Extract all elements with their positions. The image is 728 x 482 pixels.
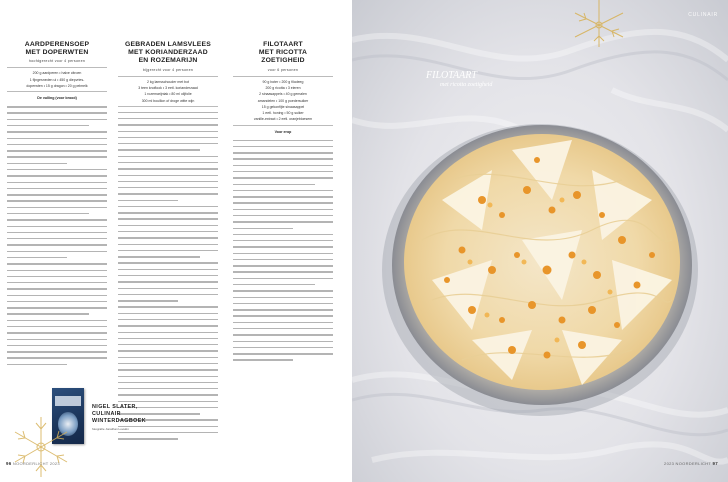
- text-line: [118, 288, 218, 289]
- book-title-line: WINTERDAGBOEK: [92, 418, 147, 424]
- text-line: [7, 345, 107, 346]
- text-line: [233, 171, 333, 172]
- text-line: [118, 376, 218, 377]
- text-line: [233, 221, 333, 222]
- text-line: [233, 140, 333, 141]
- text-line: [7, 144, 107, 145]
- text-line: [233, 271, 333, 272]
- text-line: [233, 309, 333, 310]
- recipe-title-line: AARDPERENSOEP: [24, 41, 90, 48]
- ingredient-line: 1 fijngesneden ui • 450 g diepvries-: [29, 77, 85, 82]
- page-folio-right: [664, 461, 718, 466]
- text-line: [233, 190, 333, 191]
- text-line: [7, 295, 107, 296]
- recipe-title-line: MET RICOTTA: [258, 49, 308, 57]
- text-line: [118, 237, 218, 238]
- text-line: [233, 328, 333, 329]
- text-line: [7, 106, 107, 107]
- ingredient-list: [7, 67, 107, 92]
- recipe-title-line: MET DOPERWTEN: [25, 49, 89, 57]
- text-line: [118, 262, 218, 263]
- text-line: [7, 188, 107, 189]
- text-line: [233, 146, 333, 147]
- text-line: [233, 158, 333, 159]
- folio-label: NOORDERLICHT 2023: [12, 461, 60, 466]
- text-line: [7, 194, 107, 195]
- ingredient-line: 3 teen knoflook • 3 eetl. korianderzaad: [138, 85, 198, 90]
- text-line: [118, 369, 218, 370]
- text-line: [118, 319, 218, 320]
- text-line: [233, 297, 333, 298]
- ingredient-line: amandelen • 100 g poedersuiker: [257, 98, 309, 103]
- text-line: [118, 325, 218, 326]
- text-line: [233, 290, 333, 291]
- text-line: [233, 259, 333, 260]
- text-line: [118, 281, 218, 282]
- text-line: [7, 238, 107, 239]
- text-line: [118, 181, 218, 182]
- recipe-title-line: EN ROZEMARIJN: [138, 57, 198, 65]
- text-line: [7, 219, 107, 220]
- text-line: [118, 344, 218, 345]
- text-line: [118, 363, 218, 364]
- text-line: [7, 125, 89, 126]
- text-line: [118, 206, 218, 207]
- text-line: [118, 212, 218, 213]
- text-line: [7, 282, 107, 283]
- photo-caption: [426, 70, 546, 89]
- text-line: [118, 250, 218, 251]
- text-line: [7, 244, 107, 245]
- page-folio-left: [6, 461, 60, 466]
- text-line: [7, 112, 107, 113]
- text-line: [233, 240, 333, 241]
- text-line: [118, 300, 178, 301]
- book-info: [92, 404, 192, 431]
- text-line: [118, 350, 218, 351]
- snowflake-icon: [6, 412, 76, 482]
- text-line: [7, 332, 107, 333]
- text-line: [7, 364, 67, 365]
- ingredient-list: [118, 76, 218, 107]
- text-line: [118, 269, 218, 270]
- text-line: [7, 288, 107, 289]
- text-line: [7, 207, 107, 208]
- text-line: [7, 232, 107, 233]
- text-line: [233, 202, 333, 203]
- text-line: [118, 168, 218, 169]
- text-line: [118, 294, 218, 295]
- text-line: [233, 184, 315, 185]
- recipe-column-1: [7, 41, 107, 365]
- text-line: [118, 200, 178, 201]
- book-subtitle: fotografie Jonathan Lovekin: [92, 427, 129, 431]
- text-line: [233, 334, 333, 335]
- ingredient-line: doperwten • 15 g dragon • 20 g pelmelk: [26, 84, 88, 88]
- text-line: [233, 353, 333, 354]
- caption-subtitle: met ricotta zoetigheid: [440, 82, 493, 88]
- text-line: [7, 357, 107, 358]
- page-number: 97: [712, 461, 718, 466]
- text-line: [7, 200, 107, 201]
- recipe-title: [7, 41, 107, 57]
- text-line: [7, 270, 107, 271]
- recipe-title-line: GEBRADEN LAMSVLEES: [125, 41, 211, 48]
- ingredient-line: 200 g ricotta • 3 eieren: [265, 85, 301, 90]
- text-line: [118, 175, 218, 176]
- recipe-title: [233, 41, 333, 66]
- text-line: [233, 152, 333, 153]
- text-line: [118, 187, 218, 188]
- text-line: [7, 326, 107, 327]
- text-line: [7, 138, 107, 139]
- body-text-block: [7, 106, 107, 365]
- ingredient-line: 2 kg lamsschouder met bot: [146, 79, 190, 84]
- text-line: [118, 275, 218, 276]
- text-line: [7, 263, 107, 264]
- body-text-block: [233, 140, 333, 361]
- text-line: [7, 257, 67, 258]
- text-line: [7, 150, 107, 151]
- book-title-line: NIGEL SLATER,: [92, 404, 138, 410]
- text-line: [7, 313, 89, 314]
- text-line: [7, 226, 107, 227]
- text-line: [233, 322, 333, 323]
- recipe-column-3: [233, 41, 333, 361]
- text-line: [7, 307, 107, 308]
- text-line: [233, 228, 293, 229]
- text-line: [7, 351, 107, 352]
- text-line: [7, 182, 107, 183]
- text-line: [118, 137, 218, 138]
- text-line: [233, 303, 333, 304]
- book-title-line: CULINAIR: [92, 411, 121, 417]
- recipe-title-line: MET KORIANDERZAAD: [128, 49, 208, 57]
- text-line: [118, 218, 218, 219]
- text-line: [233, 246, 333, 247]
- text-line: [233, 165, 333, 166]
- text-line: [118, 118, 218, 119]
- section-label: CULINAIR: [688, 12, 718, 18]
- text-line: [233, 209, 333, 210]
- ingredient-line: 200 g aardperen • halve citroen: [32, 71, 82, 76]
- text-line: [7, 119, 107, 120]
- text-line: [7, 301, 107, 302]
- text-line: [118, 193, 218, 194]
- text-line: [233, 215, 333, 216]
- text-line: [118, 225, 218, 226]
- ingredient-line: 90 g boter • 200 g filodeeg: [262, 79, 304, 84]
- ingredient-line: 1 eetl. honing • 50 g suiker: [262, 111, 304, 116]
- text-line: [7, 276, 107, 277]
- recipe-serves: bijgerecht voor 4 personen: [142, 67, 194, 72]
- text-line: [118, 131, 218, 132]
- text-line: [7, 131, 107, 132]
- text-line: [7, 339, 107, 340]
- recipe-subhead: Voor erop: [274, 129, 292, 134]
- left-page: [0, 0, 352, 482]
- ingredient-line: 300 ml bouillon of droge witte wijn: [141, 98, 195, 103]
- caption-title: FILOTAART: [426, 70, 477, 81]
- text-line: [233, 253, 333, 254]
- folio-label: 2023 NOORDERLICHT: [664, 461, 712, 466]
- ingredient-line: 15 g gekonfijte sinaasappel: [261, 104, 305, 109]
- right-page-photo: [352, 0, 728, 482]
- text-line: [118, 231, 218, 232]
- text-line: [118, 313, 218, 314]
- recipe-title-line: FILOTAART: [263, 41, 303, 48]
- text-line: [118, 256, 200, 257]
- recipe-title-line: ZOETIGHEID: [261, 57, 305, 65]
- text-line: [118, 124, 218, 125]
- recipe-column-2: [118, 41, 218, 440]
- recipe-subhead: De vulling (voor brood): [37, 96, 77, 101]
- text-line: [7, 251, 107, 252]
- book-cover-band: [55, 396, 81, 406]
- text-line: [7, 169, 107, 170]
- ingredient-line: vanille-extract • 2 eetl. oranjebloesem: [253, 117, 313, 122]
- text-line: [233, 284, 315, 285]
- text-line: [118, 306, 218, 307]
- text-line: [118, 162, 218, 163]
- text-line: [7, 163, 67, 164]
- ingredient-line: 2 sinaasappels • 40 g gemalen: [259, 92, 307, 97]
- text-line: [118, 112, 218, 113]
- text-line: [118, 338, 218, 339]
- text-line: [7, 175, 107, 176]
- text-line: [118, 382, 218, 383]
- text-line: [118, 357, 218, 358]
- text-line: [118, 156, 218, 157]
- text-line: [233, 265, 333, 266]
- page-number: 96: [6, 461, 12, 466]
- text-line: [118, 332, 218, 333]
- text-line: [233, 177, 333, 178]
- text-line: [233, 347, 333, 348]
- text-line: [118, 149, 200, 150]
- text-line: [233, 278, 333, 279]
- text-line: [233, 234, 333, 235]
- text-line: [233, 341, 333, 342]
- text-line: [7, 213, 89, 214]
- text-line: [233, 315, 333, 316]
- text-line: [7, 156, 107, 157]
- book-title: [92, 404, 192, 425]
- text-line: [233, 196, 333, 197]
- text-line: [118, 244, 218, 245]
- recipe-title: [118, 41, 218, 66]
- text-line: [118, 143, 218, 144]
- ingredient-line: 1 rozemarijntak • 80 ml olijfolie: [144, 92, 192, 97]
- ingredient-list: [233, 76, 333, 126]
- recipe-serves: voor 6 personen: [267, 67, 299, 72]
- text-line: [7, 320, 107, 321]
- recipe-serves: hoofdgerecht voor 4 personen: [28, 59, 86, 64]
- text-line: [233, 359, 293, 360]
